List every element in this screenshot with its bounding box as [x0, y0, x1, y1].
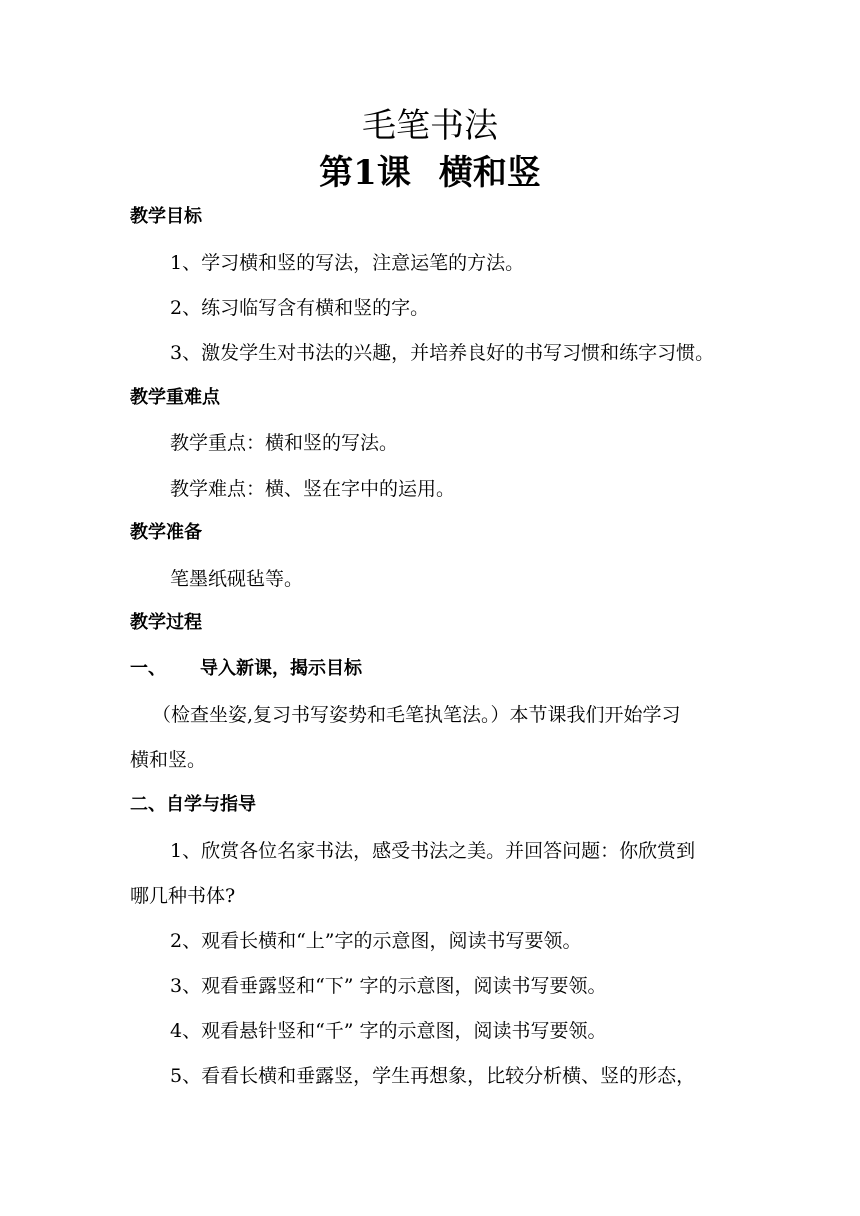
- step2-item2: 2、观看长横和“上”字的示意图，阅读书写要领。: [170, 930, 582, 952]
- prep-text: 笔墨纸砚毡等。: [170, 568, 304, 590]
- step2-item3: 3、观看垂露竖和“下” 字的示意图，阅读书写要领。: [170, 975, 607, 997]
- goal-item-2: 2、练习临写含有横和竖的字。: [170, 297, 430, 319]
- step2-item5: 5、看看长横和垂露竖，学生再想象，比较分析横、竖的形态，: [170, 1065, 696, 1087]
- section-heading-prep: 教学准备: [130, 522, 202, 543]
- lesson-number: 第1课: [319, 153, 411, 193]
- step2-item4: 4、观看悬针竖和“千” 字的示意图，阅读书写要领。: [170, 1020, 607, 1042]
- step2-item1-line1: 1、欣赏各位名家书法，感受书法之美。并回答问题：你欣赏到: [170, 840, 696, 862]
- section-heading-goals: 教学目标: [130, 206, 202, 227]
- step1-text-line1: （检查坐姿,复习书写姿势和毛笔执笔法。）本节课我们开始学习: [152, 704, 681, 726]
- step1-heading: [130, 656, 362, 682]
- document-title: 毛笔书法: [362, 106, 498, 146]
- key-focus: 教学重点：横和竖的写法。: [170, 432, 399, 454]
- goal-item-3: 3、激发学生对书法的兴趣，并培养良好的书写习惯和练字习惯。: [170, 342, 715, 364]
- step2-heading: 二、自学与指导: [130, 794, 256, 815]
- step2-item1-line2: 哪几种书体?: [130, 885, 236, 907]
- section-heading-keypoints: 教学重难点: [130, 387, 220, 408]
- section-heading-process: 教学过程: [130, 612, 202, 633]
- step1-text-line2: 横和竖。: [130, 749, 207, 771]
- key-difficulty: 教学难点：横、竖在字中的运用。: [170, 478, 456, 500]
- lesson-title: [0, 153, 860, 193]
- step1-title: 导入新课，揭示目标: [200, 658, 362, 679]
- goal-item-1: 1、学习横和竖的写法，注意运笔的方法。: [170, 252, 525, 274]
- lesson-name: 横和竖: [438, 153, 541, 193]
- step1-number: 一、: [130, 658, 166, 679]
